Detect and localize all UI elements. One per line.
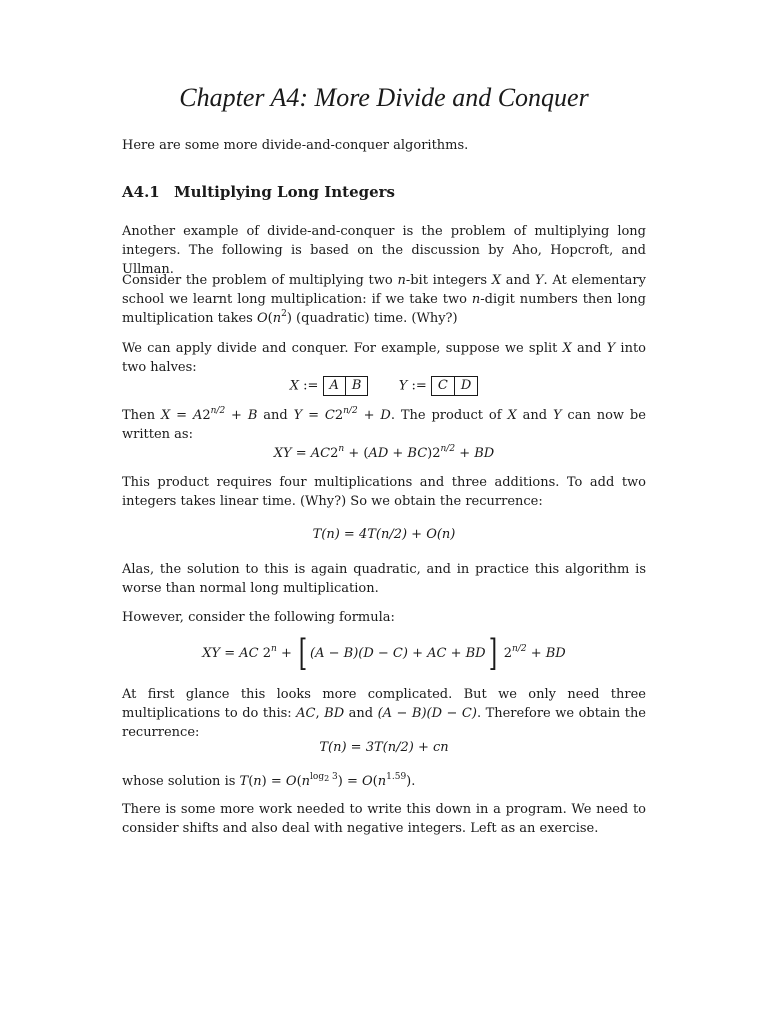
box-b: B [346,376,369,396]
paragraph-intro-example: Another example of divide-and-conquer is the problem of multiplying long integers. The following is based on the discussion by Aho, Hopcroft, and Ullman. [122,224,646,277]
recurrence-three: T(n) = 3T(n/2) + cn [319,740,449,755]
intro-paragraph: Here are some more divide-and-conquer algorithms. [122,138,469,153]
right-bracket: ] [488,633,497,674]
paragraph-long-multiplication: Consider the problem of multiplying two n-bit integers X and Y. At elementary school we learnt long multiplication: if we take two n-digit numbers then long multiplication takes $O(n^2)$ (quadratic) time. (Why?) [122,273,646,326]
paragraph-solution: whose solution is $T(n) = O(n^{log_2 3}) = O(n^{1.59})$. [122,772,416,789]
box-d: D [455,376,478,396]
split-diagram: X := A B Y := C D [122,376,646,397]
box-c: C [431,376,455,396]
section-title: Multiplying Long Integers [174,183,395,201]
paragraph-quadratic: Alas, the solution to this is again quadratic, and in practice this algorithm is worse than normal long multiplication. [122,562,646,596]
section-heading [122,182,395,202]
box-a: A [323,376,346,396]
section-number: A4.1 [122,183,160,201]
paragraph-three-multiplications: At first glance this looks more complicated. But we only need three multiplications to do this: AC, BD and (A − B)(D − C). Therefore we obtain the recurrence: [122,687,647,740]
paragraph-formula-intro: However, consider the following formula: [122,610,395,625]
equation-karatsuba: XY = AC $2^n$ + [ (A − B)(D − C) + AC + BD] $2^{n/2}$ + BD [202,633,566,674]
recurrence-four: T(n) = 4T(n/2) + O(n) [312,527,456,542]
paragraph-product-definition: Then $X = A2^{n/2} + B$ and $Y = C2^{n/2} + D$. The product of X and Y can now be written as: [122,406,646,442]
equation-product: XY = $AC2^n + (AD + BC)2^{n/2}$ + BD [273,444,495,461]
paragraph-divide-halves: We can apply divide and conquer. For example, suppose we split X and Y into two halves: [122,341,647,375]
chapter-title: Chapter A4: More Divide and Conquer [179,83,589,112]
paragraph-four-multiplications: This product requires four multiplications and three additions. To add two integers takes linear time. (Why?) So we obtain the recurrence: [122,475,646,509]
left-bracket: [ [298,633,308,674]
paragraph-exercise: There is some more work needed to write this down in a program. We need to consider shifts and also deal with negative integers. Left as an exercise. [122,802,646,836]
